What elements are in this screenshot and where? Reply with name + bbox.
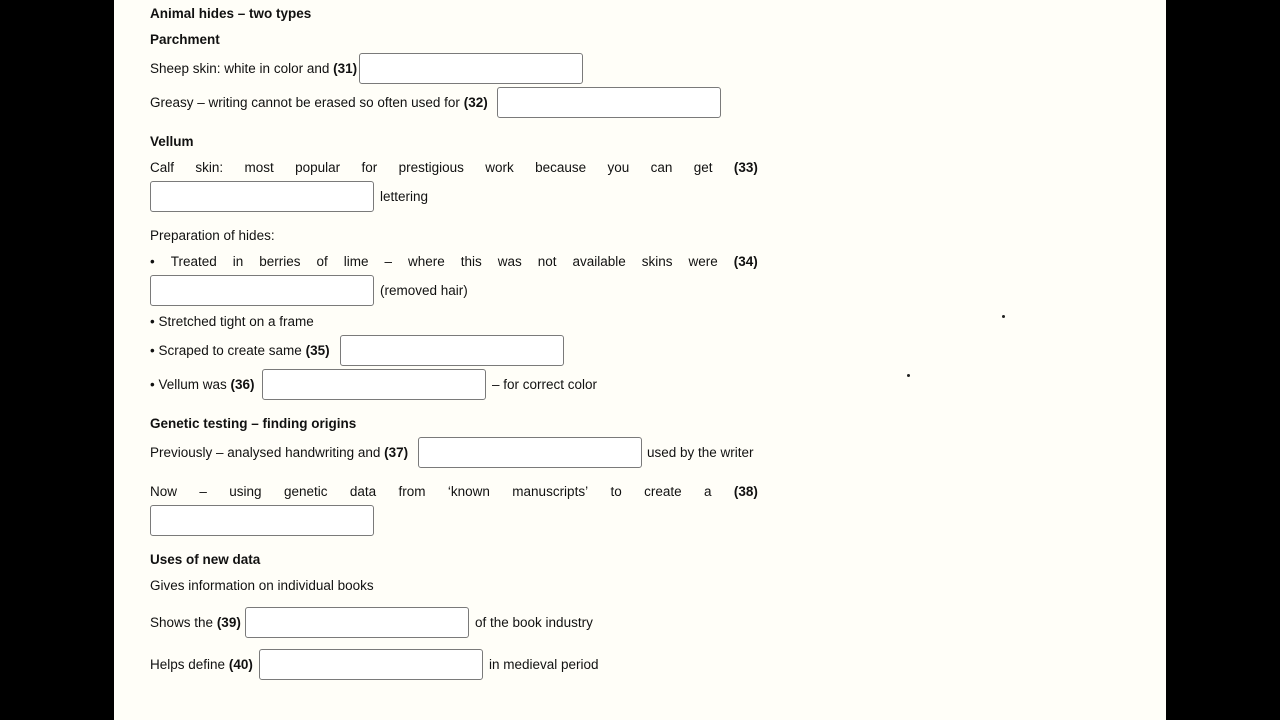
answer-35-input[interactable]: [340, 335, 564, 366]
q40-line: [150, 655, 253, 675]
q38-word: create: [644, 484, 682, 499]
q38-number: (38): [733, 484, 758, 499]
q31-number: (31): [333, 61, 358, 76]
q37-line: [150, 443, 408, 463]
q32-line: [150, 93, 488, 113]
q33-word: prestigious: [398, 160, 464, 175]
stray-dot: [907, 374, 910, 377]
q34-word: –: [384, 254, 392, 269]
q34-word: •: [150, 254, 155, 269]
parchment-heading: Parchment: [150, 32, 220, 47]
q34-word: this: [460, 254, 482, 269]
q34-word: available: [572, 254, 626, 269]
uses-line1: Gives information on individual books: [150, 578, 374, 593]
q39-text: Shows the: [150, 615, 214, 630]
bullet-stretched: • Stretched tight on a frame: [150, 314, 314, 329]
q38-word: Now: [150, 484, 178, 499]
q34-word: were: [688, 254, 718, 269]
preparation-heading: Preparation of hides:: [150, 228, 275, 243]
q38-word: genetic: [283, 484, 328, 499]
q31-text: Sheep skin: white in color and: [150, 61, 330, 76]
q34-word: skins: [641, 254, 673, 269]
q38-word: to: [610, 484, 622, 499]
q38-word: data: [349, 484, 377, 499]
q38-word: from: [398, 484, 426, 499]
q35-number: (35): [305, 343, 330, 358]
q34-word: where: [407, 254, 445, 269]
q40-text: Helps define: [150, 657, 226, 672]
q33-word: popular: [295, 160, 341, 175]
q33-word: because: [535, 160, 587, 175]
worksheet-page: [114, 0, 1166, 720]
q34-word: berries: [259, 254, 301, 269]
q36-text: • Vellum was: [150, 377, 227, 392]
q36-after-text: – for correct color: [492, 377, 598, 392]
answer-31-input[interactable]: [359, 53, 583, 84]
q31-line: [150, 59, 357, 79]
q34-after-text: (removed hair): [380, 283, 468, 298]
q37-text: Previously – analysed handwriting and: [150, 445, 381, 460]
q38-word: using: [229, 484, 262, 499]
q37-after-text: used by the writer: [647, 445, 754, 460]
q34-word: was: [497, 254, 522, 269]
q39-after-text: of the book industry: [475, 615, 593, 630]
q38-word: a: [704, 484, 712, 499]
answer-40-input[interactable]: [259, 649, 483, 680]
q33-after-text: lettering: [380, 189, 429, 204]
q36-number: (36): [230, 377, 255, 392]
uses-heading: Uses of new data: [150, 552, 261, 567]
q34-word: lime: [343, 254, 369, 269]
q36-line: [150, 375, 255, 395]
q35-text: • Scraped to create same: [150, 343, 302, 358]
stray-dot: [1002, 315, 1005, 318]
q39-number: (39): [216, 615, 241, 630]
q37-number: (37): [384, 445, 409, 460]
answer-37-input[interactable]: [418, 437, 642, 468]
q32-number: (32): [463, 95, 488, 110]
genetic-heading: Genetic testing – finding origins: [150, 416, 357, 431]
q33-word: get: [693, 160, 713, 175]
q38-word: ‘known: [447, 484, 490, 499]
answer-32-input[interactable]: [497, 87, 721, 118]
q38-word: –: [199, 484, 207, 499]
q40-number: (40): [228, 657, 253, 672]
q32-text: Greasy – writing cannot be erased so often used for: [150, 95, 460, 110]
answer-39-input[interactable]: [245, 607, 469, 638]
q33-number: (33): [733, 160, 758, 175]
q39-line: [150, 613, 241, 633]
answer-33-input[interactable]: [150, 181, 374, 212]
q38-word: manuscripts’: [512, 484, 589, 499]
vellum-heading: Vellum: [150, 134, 194, 149]
q33-word: you: [607, 160, 630, 175]
q34-word: Treated: [170, 254, 217, 269]
q33-word: Calf: [150, 160, 175, 175]
section-title: Animal hides – two types: [150, 6, 312, 21]
q34-word: in: [232, 254, 244, 269]
q40-after-text: in medieval period: [489, 657, 599, 672]
q35-line: [150, 341, 330, 361]
answer-38-input[interactable]: [150, 505, 374, 536]
answer-36-input[interactable]: [262, 369, 486, 400]
q34-number: (34): [733, 254, 758, 269]
q33-word: most: [244, 160, 274, 175]
q34-line: [150, 252, 758, 272]
q33-word: skin:: [195, 160, 224, 175]
q33-line: [150, 158, 758, 178]
q34-word: not: [537, 254, 557, 269]
q38-line: [150, 482, 758, 502]
q33-word: can: [650, 160, 673, 175]
q34-word: of: [316, 254, 328, 269]
q33-word: for: [361, 160, 378, 175]
answer-34-input[interactable]: [150, 275, 374, 306]
q33-word: work: [485, 160, 514, 175]
